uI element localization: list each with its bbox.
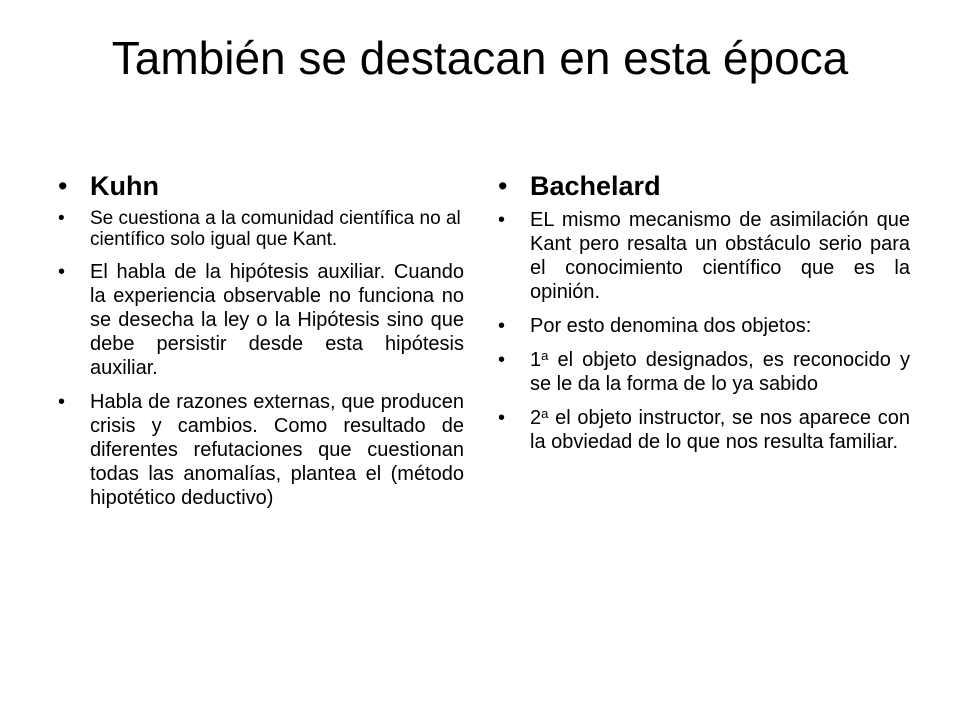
ordinal-number: 2 xyxy=(530,407,542,429)
list-item xyxy=(498,406,910,454)
list-item xyxy=(58,390,464,510)
ordinal-text: el objeto designados, es reconocido y se le da la forma de lo ya sabido xyxy=(530,349,910,395)
heading-text: Kuhn xyxy=(90,171,159,201)
ordinal-suffix: a xyxy=(541,406,549,421)
list-item xyxy=(498,348,910,396)
bullet-icon: • xyxy=(498,171,508,201)
ordinal-suffix: a xyxy=(541,348,549,363)
bullet-icon: • xyxy=(498,349,506,371)
bachelard-heading xyxy=(498,170,910,202)
heading-text: Bachelard xyxy=(530,171,661,201)
item-text xyxy=(530,348,910,396)
ordinal-text: el objeto instructor, se nos aparece con la obviedad de lo que nos resulta familiar. xyxy=(530,407,910,453)
item-text: Habla de razones externas, que producen crisis y cambios. Como resultado de diferentes refutaciones que cuestionan todas las anomalías, plantea el (método hipotético deductivo) xyxy=(90,391,464,509)
item-text: Por esto denomina dos objetos: xyxy=(530,315,812,337)
list-item xyxy=(58,260,464,380)
kuhn-heading xyxy=(58,170,464,202)
kuhn-column xyxy=(58,170,464,520)
item-text: EL mismo mecanismo de asimilación que Kant pero resalta un obstáculo serio para el conocimiento científico que es la opinión. xyxy=(530,209,910,303)
bullet-icon: • xyxy=(498,315,506,337)
bullet-icon: • xyxy=(58,391,66,413)
ordinal-number: 1 xyxy=(530,349,542,371)
bullet-icon: • xyxy=(58,208,65,229)
list-item xyxy=(498,208,910,304)
bachelard-column xyxy=(498,170,910,464)
item-text: Se cuestiona a la comunidad científica no al científico solo igual que Kant. xyxy=(90,208,461,250)
list-item xyxy=(58,208,464,250)
bullet-icon: • xyxy=(58,171,68,201)
bullet-icon: • xyxy=(58,261,66,283)
bullet-icon: • xyxy=(498,407,506,429)
list-item xyxy=(498,314,910,338)
slide-title: También se destacan en esta época xyxy=(111,32,849,84)
item-text: El habla de la hipótesis auxiliar. Cuando la experiencia observable no funciona no se desecha la ley o la Hipótesis sino que debe persistir desde esta hipótesis auxiliar. xyxy=(90,261,464,379)
bullet-icon: • xyxy=(498,209,506,231)
item-text xyxy=(530,406,910,454)
